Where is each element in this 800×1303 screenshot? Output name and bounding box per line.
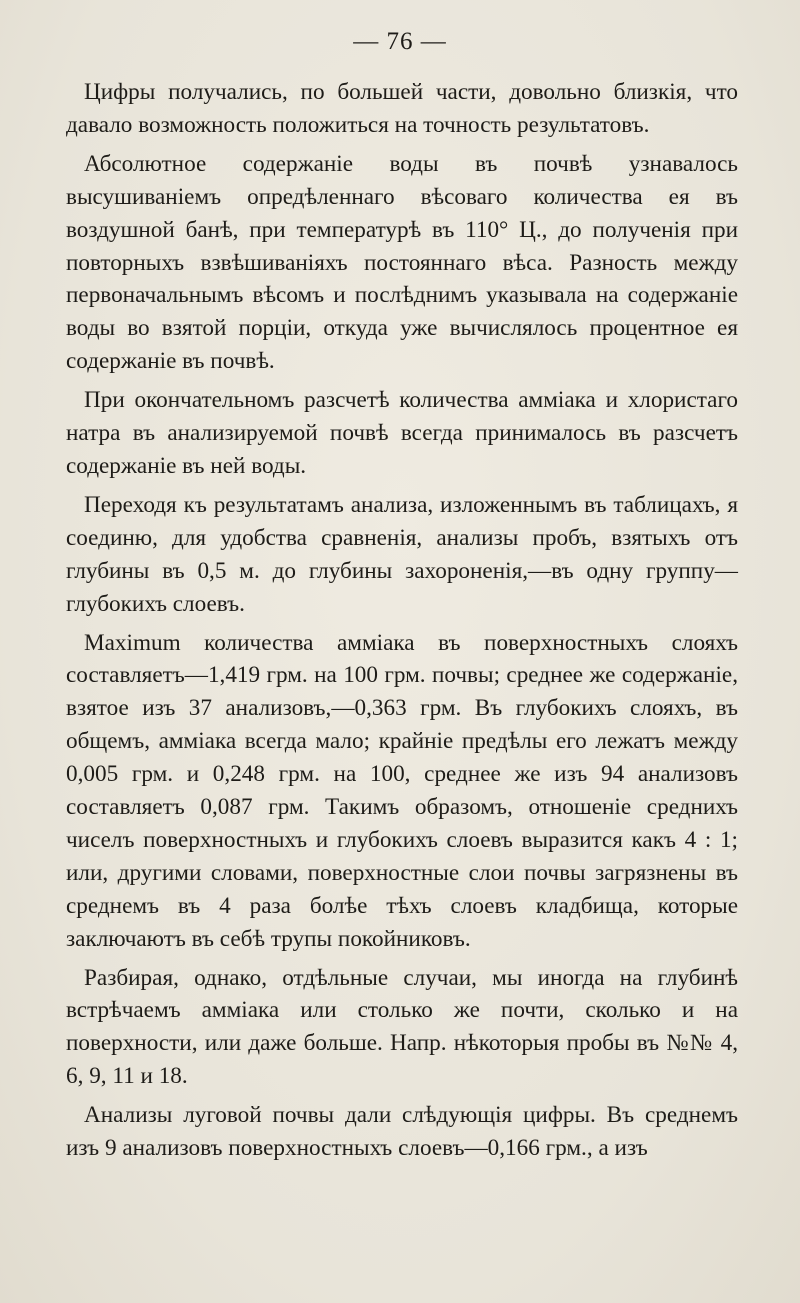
body-text bbox=[66, 76, 738, 1171]
paragraph-2: Абсолютное содержаніе воды въ почвѣ узнавалось высушиваніемъ опредѣленнаго вѣсоваго количества ея въ воздушной банѣ, при температурѣ въ 110° Ц., до полученія при повторныхъ взвѣшиваніяхъ постояннаго вѣса. Разность между первоначальнымъ вѣсомъ и послѣднимъ указывала на содержаніе воды во взятой порціи, откуда уже вычислялось процентное ея содержаніе въ почвѣ. bbox=[66, 150, 738, 375]
paragraph-3: При окончательномъ разсчетѣ количества амміака и хлористаго натра въ анализируемой почвѣ всегда принималось въ разсчетъ содержаніе въ ней воды. bbox=[66, 387, 738, 479]
paragraph-1: Цифры получались, по большей части, довольно близкія, что давало возможность положиться на точность результатовъ. bbox=[66, 79, 738, 138]
paragraph-5: Maximum количества амміака въ поверхностныхъ слояхъ составляетъ—1,419 грм. на 100 грм. почвы; среднее же содержаніе, взятое изъ 37 анализовъ,—0,363 грм. Въ глубокихъ слояхъ, въ общемъ, амміака всегда мало; крайніе предѣлы его лежатъ между 0,005 грм. и 0,248 грм. на 100, среднее же изъ 94 анализовъ составляетъ 0,087 грм. Такимъ образомъ, отношеніе среднихъ чиселъ поверхностныхъ и глубокихъ слоевъ выразится какъ 4 : 1; или, другими словами, поверхностные слои почвы загрязнены въ среднемъ въ 4 раза болѣе тѣхъ слоевъ кладбища, которые заключаютъ въ себѣ трупы покойниковъ. bbox=[66, 629, 738, 952]
paragraph-7: Анализы луговой почвы дали слѣдующія цифры. Въ среднемъ изъ 9 анализовъ поверхностныхъ слоевъ—0,166 грм., а изъ bbox=[66, 1102, 738, 1162]
paragraph-6: Разбирая, однако, отдѣльные случаи, мы иногда на глубинѣ встрѣчаемъ амміака или столько же почти, сколько и на поверхности, или даже больше. Напр. нѣкоторыя пробы въ №№ 4, 6, 9, 11 и 18. bbox=[66, 964, 738, 1090]
paragraph-4: Переходя къ результатамъ анализа, изложеннымъ въ таблицахъ, я соединю, для удобства сравненія, анализы пробъ, взятыхъ отъ глубины въ 0,5 м. до глубины захороненія,—въ одну группу—глубокихъ слоевъ. bbox=[66, 491, 738, 617]
page-number: — 76 — bbox=[353, 28, 447, 55]
